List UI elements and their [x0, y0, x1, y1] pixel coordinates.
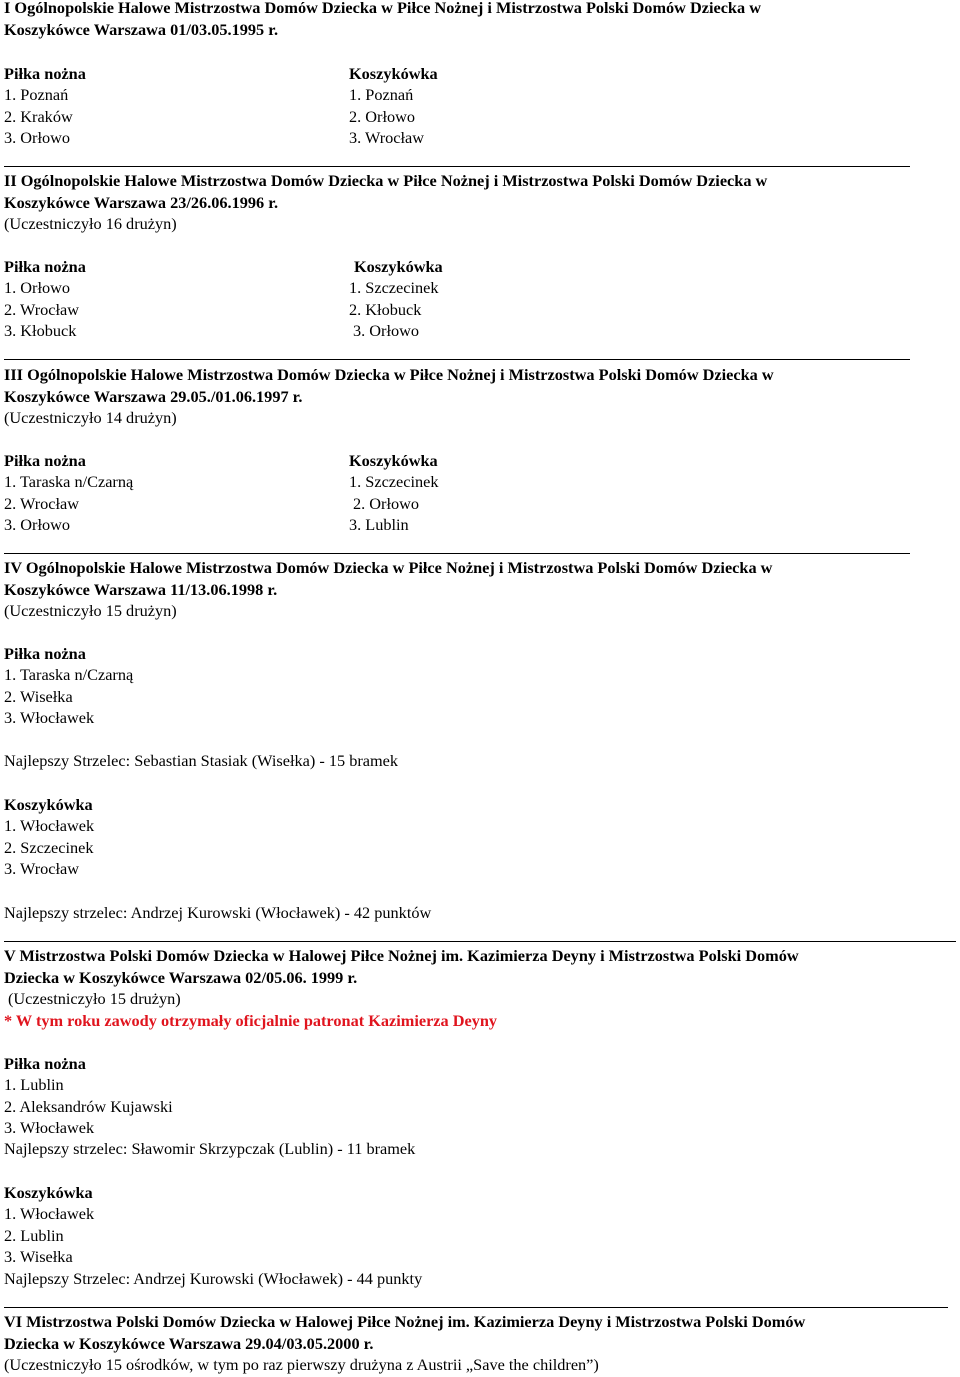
football-place-1: 1. Poznań — [4, 85, 69, 104]
basketball-place-1: 1. Włocławek — [4, 816, 95, 835]
basketball-place-2: 2. Szczecinek — [4, 838, 94, 857]
basketball-place-3: 3. Wrocław — [4, 859, 79, 878]
football-place-2: 2. Wisełka — [4, 687, 73, 706]
football-place-3: 3. Orłowo — [4, 515, 71, 534]
football-header: Piłka nożna — [4, 644, 86, 663]
basketball-place-1: 1. Poznań — [349, 85, 414, 104]
patronage-note: * W tym roku zawody otrzymały oficjalnie patronat Kazimierza Deyny — [4, 1011, 498, 1030]
section-title: Koszykówce Warszawa 11/13.06.1998 r. — [4, 580, 278, 599]
football-place-3: 3. Włocławek — [4, 708, 95, 727]
football-place-3: 3. Włocławek — [4, 1118, 95, 1137]
section-title: III Ogólnopolskie Halowe Mistrzostwa Domów Dziecka w Piłce Nożnej i Mistrzostwa Polski Domów Dziecka w — [4, 365, 774, 384]
basketball-header: Koszykówka — [4, 1183, 93, 1202]
football-place-3: 3. Kłobuck — [4, 321, 77, 340]
basketball-place-1: 1. Szczecinek — [349, 278, 439, 297]
section-title: Koszykówce Warszawa 01/03.05.1995 r. — [4, 20, 279, 39]
football-place-1: 1. Orłowo — [4, 278, 71, 297]
football-header: Piłka nożna — [4, 1054, 86, 1073]
basketball-place-3: 3. Lublin — [349, 515, 409, 534]
football-place-2: 2. Wrocław — [4, 494, 79, 513]
football-place-1: 1. Taraska n/Czarną — [4, 665, 134, 684]
basketball-place-3: 3. Wrocław — [349, 128, 424, 147]
participants-count: (Uczestniczyło 15 ośrodków, w tym po raz pierwszy drużyna z Austrii „Save the children”) — [4, 1355, 599, 1374]
basketball-place-2: 2. Orłowo — [349, 107, 416, 126]
section-title: Dziecka w Koszykówce Warszawa 02/05.06. 1999 r. — [4, 968, 358, 987]
football-header: Piłka nożna — [4, 451, 86, 470]
basketball-top-scorer: Najlepszy strzelec: Andrzej Kurowski (Włocławek) - 42 punktów — [4, 903, 432, 922]
section-title: II Ogólnopolskie Halowe Mistrzostwa Domów Dziecka w Piłce Nożnej i Mistrzostwa Polski Domów Dziecka w — [4, 171, 768, 190]
section-title: IV Ogólnopolskie Halowe Mistrzostwa Domów Dziecka w Piłce Nożnej i Mistrzostwa Polski Domów Dziecka w — [4, 558, 773, 577]
basketball-place-1: 1. Włocławek — [4, 1204, 95, 1223]
basketball-header: Koszykówka — [354, 257, 443, 276]
section-divider — [4, 941, 956, 942]
football-top-scorer: Najlepszy Strzelec: Sebastian Stasiak (Wisełka) - 15 bramek — [4, 751, 399, 770]
football-top-scorer: Najlepszy strzelec: Sławomir Skrzypczak (Lublin) - 11 bramek — [4, 1139, 416, 1158]
basketball-header: Koszykówka — [349, 451, 438, 470]
section-divider — [4, 359, 910, 360]
football-place-2: 2. Aleksandrów Kujawski — [4, 1097, 173, 1116]
section-divider — [4, 166, 910, 167]
participants-count: (Uczestniczyło 16 drużyn) — [4, 214, 177, 233]
section-title: V Mistrzostwa Polski Domów Dziecka w Halowej Piłce Nożnej im. Kazimierza Deyny i Mistrzostwa Polski Domów — [4, 946, 799, 965]
basketball-place-2: 2. Orłowo — [353, 494, 420, 513]
basketball-place-3: 3. Orłowo — [353, 321, 420, 340]
football-place-3: 3. Orłowo — [4, 128, 71, 147]
football-header: Piłka nożna — [4, 257, 86, 276]
football-place-1: 1. Taraska n/Czarną — [4, 472, 134, 491]
football-place-2: 2. Wrocław — [4, 300, 79, 319]
football-place-1: 1. Lublin — [4, 1075, 64, 1094]
basketball-place-1: 1. Szczecinek — [349, 472, 439, 491]
section-divider — [4, 553, 910, 554]
basketball-header: Koszykówka — [349, 64, 438, 83]
section-title: VI Mistrzostwa Polski Domów Dziecka w Halowej Piłce Nożnej im. Kazimierza Deyny i Mistrzostwa Polski Domów — [4, 1312, 806, 1331]
basketball-top-scorer: Najlepszy Strzelec: Andrzej Kurowski (Włocławek) - 44 punkty — [4, 1269, 423, 1288]
section-title: Dziecka w Koszykówce Warszawa 29.04/03.05.2000 r. — [4, 1334, 374, 1353]
section-title: I Ogólnopolskie Halowe Mistrzostwa Domów Dziecka w Piłce Nożnej i Mistrzostwa Polski Domów Dziecka w — [4, 0, 761, 17]
participants-count: (Uczestniczyło 15 drużyn) — [8, 989, 181, 1008]
football-header: Piłka nożna — [4, 64, 86, 83]
section-divider — [4, 1307, 948, 1308]
basketball-header: Koszykówka — [4, 795, 93, 814]
basketball-place-2: 2. Lublin — [4, 1226, 64, 1245]
participants-count: (Uczestniczyło 14 drużyn) — [4, 408, 177, 427]
basketball-place-3: 3. Wisełka — [4, 1247, 73, 1266]
football-place-2: 2. Kraków — [4, 107, 73, 126]
section-title: Koszykówce Warszawa 23/26.06.1996 r. — [4, 193, 279, 212]
section-title: Koszykówce Warszawa 29.05./01.06.1997 r. — [4, 387, 303, 406]
participants-count: (Uczestniczyło 15 drużyn) — [4, 601, 177, 620]
basketball-place-2: 2. Kłobuck — [349, 300, 422, 319]
